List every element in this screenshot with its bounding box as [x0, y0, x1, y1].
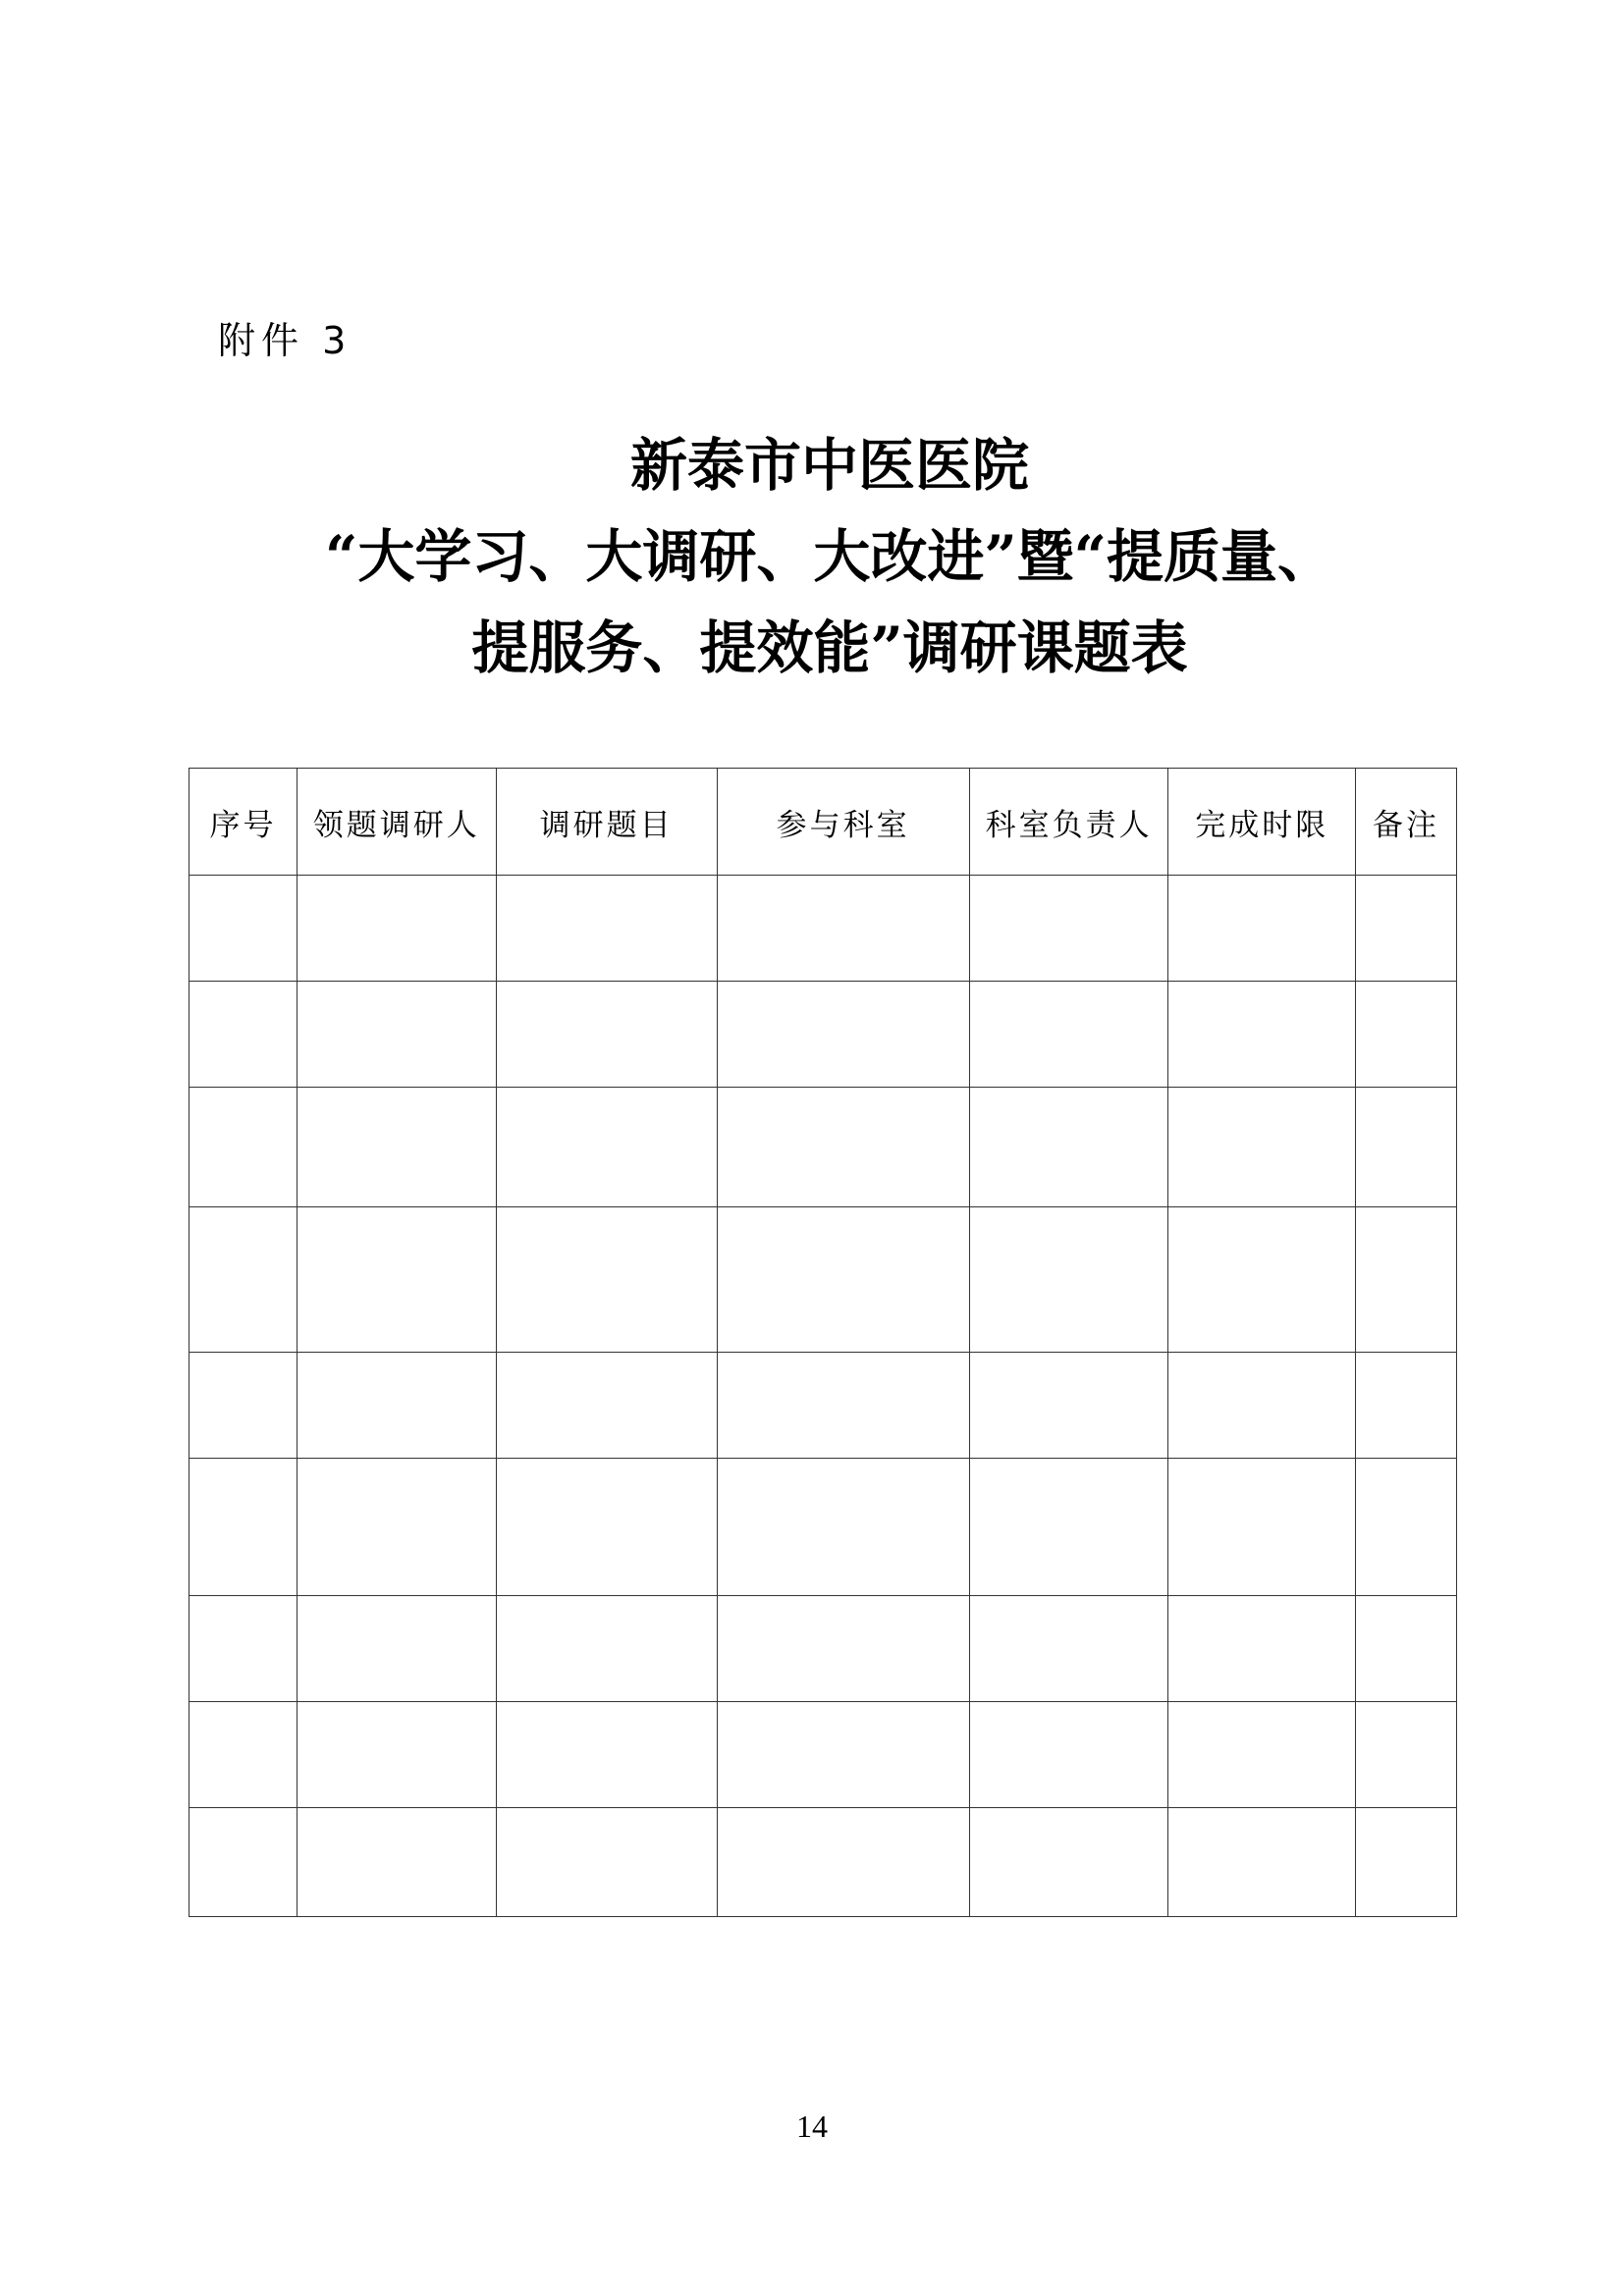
- table-cell: [496, 1459, 717, 1596]
- table-cell: [969, 876, 1168, 982]
- table-row: [189, 1207, 1457, 1353]
- table-cell: [717, 1702, 969, 1808]
- table-cell: [297, 1596, 496, 1702]
- header-deadline: 完成时限: [1168, 769, 1356, 876]
- table-row: [189, 1459, 1457, 1596]
- header-participating-departments: 参与科室: [717, 769, 969, 876]
- table-cell: [496, 982, 717, 1088]
- table-cell: [189, 1088, 298, 1207]
- header-research-topic: 调研题目: [496, 769, 717, 876]
- table-cell: [1356, 982, 1457, 1088]
- table-cell: [1168, 1088, 1356, 1207]
- title-line-3: 提服务、提效能”调研课题表: [471, 614, 1188, 681]
- table-cell: [1168, 1353, 1356, 1459]
- table-cell: [969, 1702, 1168, 1808]
- table-cell: [189, 1702, 298, 1808]
- table-cell: [297, 1207, 496, 1353]
- table-row: [189, 1808, 1457, 1917]
- table-cell: [496, 1088, 717, 1207]
- table-cell: [1168, 1702, 1356, 1808]
- document-title: [196, 420, 1463, 694]
- table-cell: [1168, 1808, 1356, 1917]
- table-cell: [297, 1808, 496, 1917]
- table-cell: [717, 1088, 969, 1207]
- table-cell: [1168, 876, 1356, 982]
- title-line-1: 新泰市中医医院: [629, 432, 1029, 499]
- table-cell: [189, 1353, 298, 1459]
- table-cell: [969, 1459, 1168, 1596]
- table-cell: [496, 1207, 717, 1353]
- table-cell: [1356, 1808, 1457, 1917]
- table-cell: [1168, 1207, 1356, 1353]
- table-cell: [1356, 1353, 1457, 1459]
- title-line-2: “大学习、大调研、大改进”暨“提质量、: [324, 523, 1335, 590]
- attachment-label: 附件 3: [218, 319, 352, 362]
- table-cell: [297, 1702, 496, 1808]
- table-cell: [496, 1808, 717, 1917]
- table-body: [189, 876, 1457, 1917]
- table-row: [189, 1353, 1457, 1459]
- survey-topics-table: [189, 768, 1457, 1917]
- table-header-row: [189, 769, 1457, 876]
- table-cell: [496, 876, 717, 982]
- table-cell: [297, 1353, 496, 1459]
- table-cell: [1356, 1088, 1457, 1207]
- table-row: [189, 1596, 1457, 1702]
- table-cell: [189, 982, 298, 1088]
- table-cell: [969, 982, 1168, 1088]
- table-cell: [496, 1596, 717, 1702]
- table-cell: [189, 1207, 298, 1353]
- table-cell: [189, 1808, 298, 1917]
- table-cell: [189, 876, 298, 982]
- table-cell: [1168, 1596, 1356, 1702]
- table-cell: [189, 1596, 298, 1702]
- table-cell: [1356, 1596, 1457, 1702]
- table-row: [189, 1088, 1457, 1207]
- table-cell: [1168, 982, 1356, 1088]
- table-cell: [969, 1088, 1168, 1207]
- table-cell: [1356, 1459, 1457, 1596]
- table-cell: [717, 1808, 969, 1917]
- table-cell: [969, 1207, 1168, 1353]
- table-cell: [969, 1353, 1168, 1459]
- table-row: [189, 876, 1457, 982]
- table-cell: [717, 876, 969, 982]
- table-cell: [1356, 876, 1457, 982]
- table-cell: [717, 1459, 969, 1596]
- header-remarks: 备注: [1356, 769, 1457, 876]
- table-cell: [297, 876, 496, 982]
- table-cell: [297, 1459, 496, 1596]
- table-cell: [189, 1459, 298, 1596]
- table-cell: [1356, 1702, 1457, 1808]
- table-cell: [717, 1596, 969, 1702]
- table-cell: [496, 1702, 717, 1808]
- table-cell: [1168, 1459, 1356, 1596]
- table-cell: [496, 1353, 717, 1459]
- table-cell: [297, 1088, 496, 1207]
- table-row: [189, 1702, 1457, 1808]
- table-cell: [969, 1596, 1168, 1702]
- header-research-lead: 领题调研人: [297, 769, 496, 876]
- table-cell: [969, 1808, 1168, 1917]
- table-cell: [717, 1207, 969, 1353]
- table-cell: [297, 982, 496, 1088]
- table-cell: [717, 982, 969, 1088]
- table-cell: [717, 1353, 969, 1459]
- header-department-head: 科室负责人: [969, 769, 1168, 876]
- page-number: 14: [796, 2109, 828, 2144]
- table-row: [189, 982, 1457, 1088]
- table-cell: [1356, 1207, 1457, 1353]
- header-serial-number: 序号: [189, 769, 298, 876]
